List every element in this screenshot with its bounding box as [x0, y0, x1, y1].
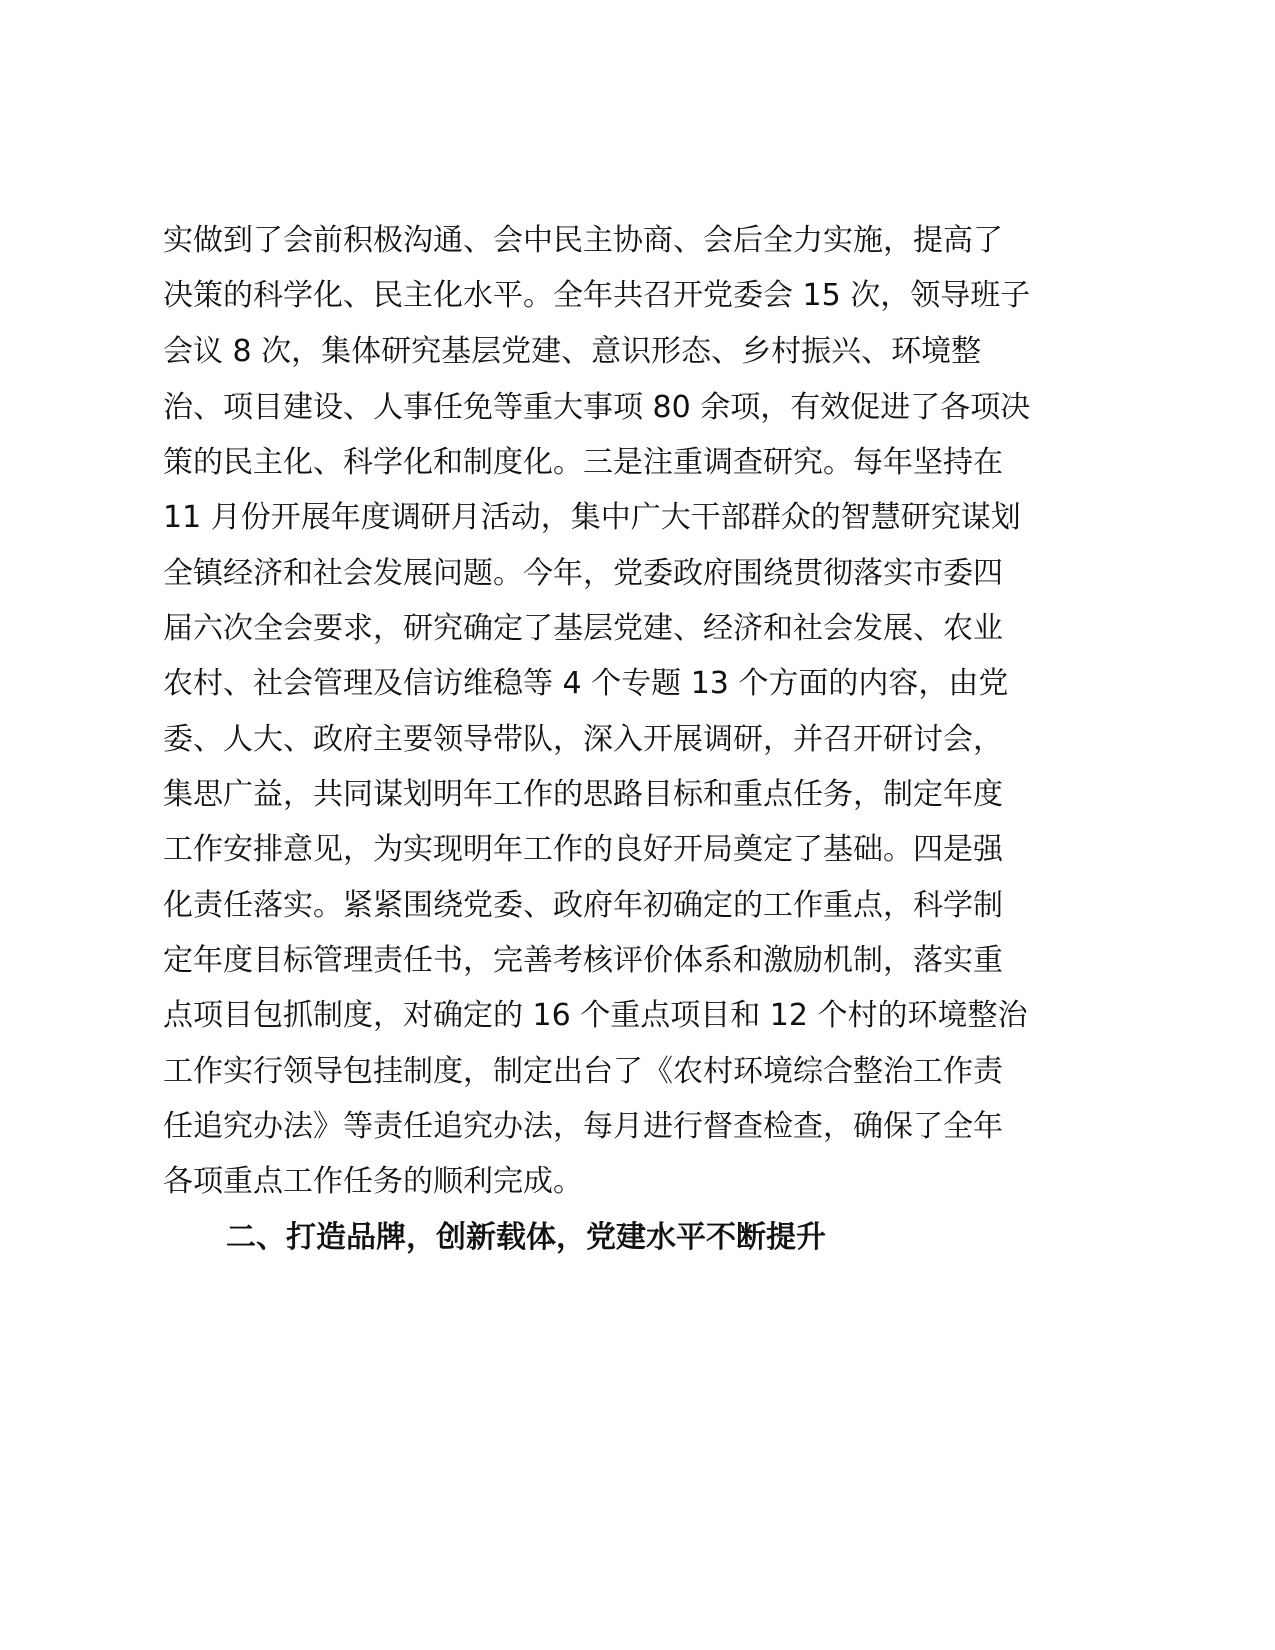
paragraph-line: 工作实行领导包挂制度，制定出台了《农村环境综合整治工作责: [163, 1054, 1003, 1089]
paragraph-line: 11 月份开展年度调研月活动，集中广大干部群众的智慧研究谋划: [163, 500, 1021, 535]
paragraph-line: 任追究办法》等责任追究办法，每月进行督查检查，确保了全年: [163, 1109, 1003, 1144]
paragraph-line: 决策的科学化、民主化水平。全年共召开党委会 15 次，领导班子: [163, 278, 1031, 313]
paragraph-line: 各项重点工作任务的顺利完成。: [163, 1164, 583, 1199]
paragraph-line: 策的民主化、科学化和制度化。三是注重调查研究。每年坚持在: [163, 445, 1003, 480]
paragraph-line: 集思广益，共同谋划明年工作的思路目标和重点任务，制定年度: [163, 777, 1003, 812]
paragraph-line: 实做到了会前积极沟通、会中民主协商、会后全力实施，提高了: [163, 223, 1003, 258]
paragraph-line: 点项目包抓制度，对确定的 16 个重点项目和 12 个村的环境整治: [163, 998, 1028, 1033]
paragraph-line: 委、人大、政府主要领导带队，深入开展调研，并召开研讨会，: [163, 722, 1003, 757]
paragraph-line: 会议 8 次，集体研究基层党建、意识形态、乡村振兴、环境整: [163, 334, 982, 369]
paragraph-line: 全镇经济和社会发展问题。今年，党委政府围绕贯彻落实市委四: [163, 556, 1003, 591]
paragraph-line: 化责任落实。紧紧围绕党委、政府年初确定的工作重点，科学制: [163, 888, 1003, 923]
section-heading: 二、打造品牌，创新载体，党建水平不断提升: [226, 1220, 826, 1255]
paragraph-line: 治、项目建设、人事任免等重大事项 80 余项，有效促进了各项决: [163, 390, 1031, 425]
paragraph-line: 届六次全会要求，研究确定了基层党建、经济和社会发展、农业: [163, 611, 1003, 646]
paragraph-line: 农村、社会管理及信访维稳等 4 个专题 13 个方面的内容，由党: [163, 666, 1009, 701]
paragraph-line: 工作安排意见，为实现明年工作的良好开局奠定了基础。四是强: [163, 832, 1003, 867]
paragraph-line: 定年度目标管理责任书，完善考核评价体系和激励机制，落实重: [163, 943, 1003, 978]
